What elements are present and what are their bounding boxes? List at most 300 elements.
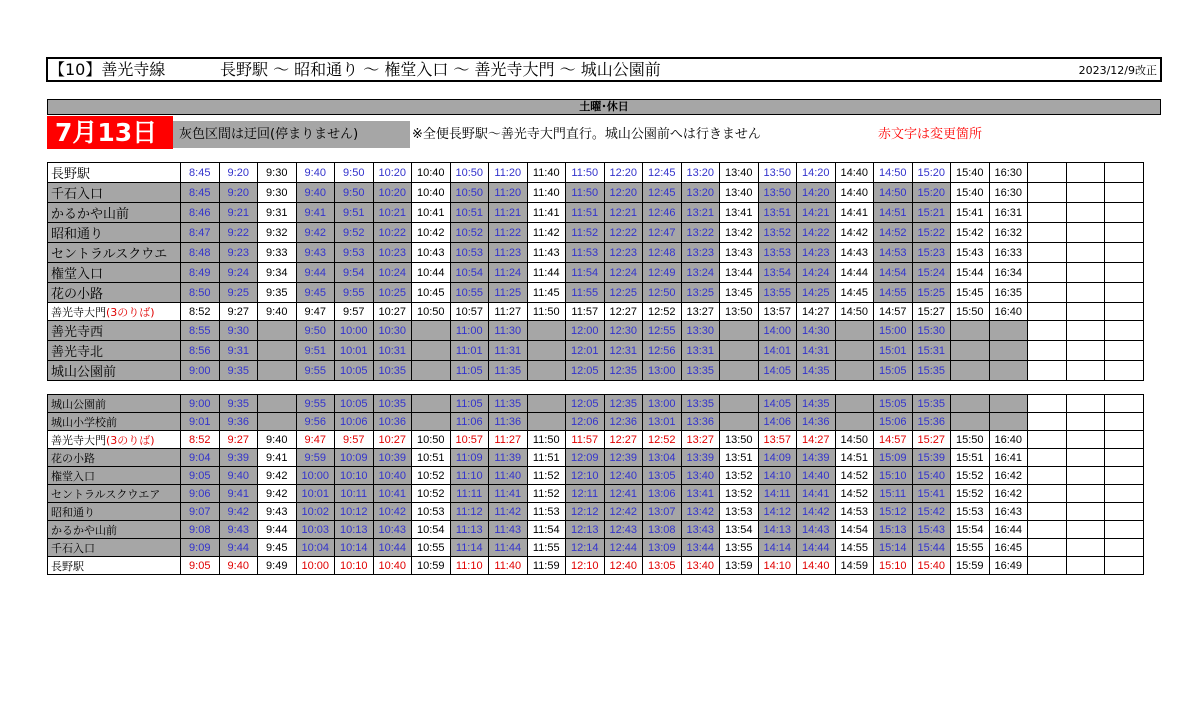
time-cell: 8:47: [181, 223, 220, 243]
time-cell: [1105, 539, 1144, 557]
time-cell: 12:35: [604, 395, 643, 413]
time-cell: [258, 413, 297, 431]
time-cell: 14:42: [797, 503, 836, 521]
stop-name: 善光寺西: [48, 321, 181, 341]
time-cell: 15:40: [912, 467, 951, 485]
time-cell: 10:00: [335, 321, 374, 341]
time-cell: 9:30: [219, 321, 258, 341]
time-cell: [835, 413, 874, 431]
stop-name: 花の小路: [48, 283, 181, 303]
time-cell: 15:31: [912, 341, 951, 361]
time-cell: 10:09: [335, 449, 374, 467]
time-cell: 10:23: [373, 243, 412, 263]
time-cell: [412, 413, 451, 431]
time-cell: 11:55: [527, 539, 566, 557]
time-cell: 15:36: [912, 413, 951, 431]
time-cell: [1066, 361, 1105, 381]
time-cell: 12:55: [643, 321, 682, 341]
time-cell: 14:53: [835, 503, 874, 521]
time-cell: [258, 341, 297, 361]
time-cell: 13:41: [681, 485, 720, 503]
time-cell: 16:45: [989, 539, 1028, 557]
time-cell: 9:50: [296, 321, 335, 341]
time-cell: 8:49: [181, 263, 220, 283]
time-cell: [1066, 163, 1105, 183]
time-cell: 9:41: [258, 449, 297, 467]
time-cell: [1028, 283, 1067, 303]
time-cell: 9:30: [258, 183, 297, 203]
platform-note: (3のりば): [106, 305, 155, 319]
time-cell: 10:40: [373, 557, 412, 575]
time-cell: 13:52: [758, 223, 797, 243]
time-cell: 9:33: [258, 243, 297, 263]
time-cell: [835, 341, 874, 361]
time-cell: 11:10: [450, 557, 489, 575]
time-cell: 9:47: [296, 303, 335, 321]
time-cell: 14:01: [758, 341, 797, 361]
time-cell: 13:51: [758, 203, 797, 223]
time-cell: 14:31: [797, 341, 836, 361]
time-cell: [989, 361, 1028, 381]
time-cell: 12:48: [643, 243, 682, 263]
time-cell: [1028, 521, 1067, 539]
time-cell: 10:10: [335, 467, 374, 485]
time-cell: 8:48: [181, 243, 220, 263]
time-cell: 10:20: [373, 163, 412, 183]
time-cell: 9:50: [335, 183, 374, 203]
time-cell: 9:57: [335, 431, 374, 449]
time-cell: 8:52: [181, 431, 220, 449]
time-cell: 15:14: [874, 539, 913, 557]
time-cell: 14:43: [835, 243, 874, 263]
time-cell: 15:05: [874, 395, 913, 413]
time-cell: 11:27: [489, 303, 528, 321]
time-cell: 10:57: [450, 303, 489, 321]
time-cell: 10:06: [335, 413, 374, 431]
time-cell: 11:23: [489, 243, 528, 263]
time-cell: 13:57: [758, 431, 797, 449]
time-cell: 9:55: [296, 395, 335, 413]
time-cell: 11:35: [489, 395, 528, 413]
platform-note: (3のりば): [106, 433, 155, 447]
time-cell: 9:50: [335, 163, 374, 183]
time-cell: 12:50: [643, 283, 682, 303]
time-cell: 11:51: [566, 203, 605, 223]
time-cell: 13:57: [758, 303, 797, 321]
time-cell: 9:55: [296, 361, 335, 381]
time-cell: 14:43: [797, 521, 836, 539]
time-cell: 14:52: [835, 485, 874, 503]
time-cell: 9:05: [181, 557, 220, 575]
time-cell: 11:40: [489, 467, 528, 485]
timetable-row: [48, 303, 1144, 321]
stop-name: 昭和通り: [48, 503, 181, 521]
timetable-row: [48, 521, 1144, 539]
time-cell: 15:40: [951, 163, 990, 183]
time-cell: 13:40: [681, 467, 720, 485]
time-cell: 9:42: [219, 503, 258, 521]
time-cell: 10:57: [450, 431, 489, 449]
time-cell: [1066, 243, 1105, 263]
time-cell: 9:23: [219, 243, 258, 263]
time-cell: 9:49: [258, 557, 297, 575]
time-cell: [1066, 183, 1105, 203]
time-cell: 15:30: [912, 321, 951, 341]
time-cell: 9:21: [219, 203, 258, 223]
time-cell: 15:43: [951, 243, 990, 263]
time-cell: 14:55: [835, 539, 874, 557]
time-cell: 11:40: [527, 163, 566, 183]
time-cell: 14:52: [835, 467, 874, 485]
time-cell: [1105, 413, 1144, 431]
time-cell: 12:46: [643, 203, 682, 223]
stop-name: 権堂入口: [48, 263, 181, 283]
time-cell: 15:44: [912, 539, 951, 557]
time-cell: 10:31: [373, 341, 412, 361]
time-cell: [1028, 467, 1067, 485]
time-cell: 13:25: [681, 283, 720, 303]
time-cell: 13:24: [681, 263, 720, 283]
direct-service-note: ※全便長野駅～善光寺大門直行。城山公園前へは行きません: [412, 127, 761, 142]
time-cell: 14:55: [874, 283, 913, 303]
stop-name: 善光寺大門(3のりば): [48, 431, 181, 449]
time-cell: 10:44: [373, 539, 412, 557]
time-cell: 14:23: [797, 243, 836, 263]
time-cell: [1028, 163, 1067, 183]
time-cell: 10:59: [412, 557, 451, 575]
time-cell: 10:27: [373, 303, 412, 321]
time-cell: 13:50: [758, 163, 797, 183]
time-cell: 13:35: [681, 361, 720, 381]
time-cell: 15:52: [951, 485, 990, 503]
time-cell: [527, 395, 566, 413]
time-cell: [1105, 361, 1144, 381]
time-cell: [989, 321, 1028, 341]
time-cell: [258, 361, 297, 381]
time-cell: 10:10: [335, 557, 374, 575]
timetable-row: [48, 321, 1144, 341]
time-cell: [1105, 431, 1144, 449]
stop-name: 善光寺大門(3のりば): [48, 303, 181, 321]
time-cell: [1066, 413, 1105, 431]
time-cell: 11:55: [566, 283, 605, 303]
time-cell: 11:11: [450, 485, 489, 503]
time-cell: 11:13: [450, 521, 489, 539]
time-cell: 15:13: [874, 521, 913, 539]
time-cell: [527, 321, 566, 341]
time-cell: 14:00: [758, 321, 797, 341]
time-cell: 12:40: [604, 467, 643, 485]
time-cell: 11:40: [489, 557, 528, 575]
time-cell: 10:11: [335, 485, 374, 503]
time-cell: 12:45: [643, 163, 682, 183]
time-cell: 14:40: [835, 163, 874, 183]
time-cell: 16:49: [989, 557, 1028, 575]
time-cell: 13:50: [758, 183, 797, 203]
time-cell: 15:22: [912, 223, 951, 243]
time-cell: 15:51: [951, 449, 990, 467]
time-cell: 10:03: [296, 521, 335, 539]
time-cell: 11:42: [527, 223, 566, 243]
time-cell: 11:39: [489, 449, 528, 467]
time-cell: 10:00: [296, 467, 335, 485]
time-cell: 11:35: [489, 361, 528, 381]
time-cell: 16:32: [989, 223, 1028, 243]
timetable-row: [48, 163, 1144, 183]
time-cell: 12:43: [604, 521, 643, 539]
stop-name: 昭和通り: [48, 223, 181, 243]
time-cell: 12:01: [566, 341, 605, 361]
time-cell: [1028, 503, 1067, 521]
time-cell: 12:56: [643, 341, 682, 361]
time-cell: 11:24: [489, 263, 528, 283]
time-cell: 14:42: [835, 223, 874, 243]
time-cell: 9:07: [181, 503, 220, 521]
time-cell: 9:40: [258, 303, 297, 321]
time-cell: [1105, 303, 1144, 321]
timetable-row: [48, 539, 1144, 557]
time-cell: 12:31: [604, 341, 643, 361]
time-cell: [720, 321, 759, 341]
time-cell: 12:40: [604, 557, 643, 575]
time-cell: 13:07: [643, 503, 682, 521]
time-cell: [989, 413, 1028, 431]
time-cell: [527, 361, 566, 381]
time-cell: [1066, 203, 1105, 223]
time-cell: 16:33: [989, 243, 1028, 263]
time-cell: 13:55: [720, 539, 759, 557]
time-cell: 9:32: [258, 223, 297, 243]
time-cell: 11:22: [489, 223, 528, 243]
time-cell: 11:44: [489, 539, 528, 557]
time-cell: 13:05: [643, 467, 682, 485]
time-cell: 15:24: [912, 263, 951, 283]
time-cell: 13:08: [643, 521, 682, 539]
time-cell: 9:08: [181, 521, 220, 539]
time-cell: 9:40: [219, 557, 258, 575]
time-cell: [1105, 395, 1144, 413]
time-cell: 12:10: [566, 467, 605, 485]
time-cell: 14:22: [797, 223, 836, 243]
time-cell: 16:35: [989, 283, 1028, 303]
time-cell: [1028, 539, 1067, 557]
time-cell: 15:06: [874, 413, 913, 431]
time-cell: 8:45: [181, 183, 220, 203]
time-cell: [1105, 183, 1144, 203]
time-cell: 15:20: [912, 163, 951, 183]
time-cell: 10:30: [373, 321, 412, 341]
timetable-row: [48, 341, 1144, 361]
time-cell: 11:20: [489, 183, 528, 203]
time-cell: 15:53: [951, 503, 990, 521]
time-cell: 9:40: [296, 163, 335, 183]
time-cell: 16:44: [989, 521, 1028, 539]
time-cell: 15:10: [874, 467, 913, 485]
time-cell: 10:51: [450, 203, 489, 223]
time-cell: 11:45: [527, 283, 566, 303]
time-cell: 9:24: [219, 263, 258, 283]
timetable-row: [48, 183, 1144, 203]
time-cell: 10:53: [412, 503, 451, 521]
time-cell: 15:12: [874, 503, 913, 521]
time-cell: [951, 395, 990, 413]
time-cell: 9:35: [219, 361, 258, 381]
time-cell: 9:36: [219, 413, 258, 431]
time-cell: 11:50: [527, 431, 566, 449]
timetable-row: [48, 431, 1144, 449]
stop-name: 千石入口: [48, 183, 181, 203]
time-cell: 8:52: [181, 303, 220, 321]
time-cell: [1066, 223, 1105, 243]
time-cell: [412, 395, 451, 413]
time-cell: 12:44: [604, 539, 643, 557]
time-cell: 16:41: [989, 449, 1028, 467]
time-cell: 12:36: [604, 413, 643, 431]
time-cell: 11:52: [527, 485, 566, 503]
time-cell: 15:54: [951, 521, 990, 539]
time-cell: 10:05: [335, 361, 374, 381]
time-cell: 10:55: [412, 539, 451, 557]
time-cell: [1066, 341, 1105, 361]
time-cell: 14:41: [835, 203, 874, 223]
time-cell: 14:06: [758, 413, 797, 431]
time-cell: 15:41: [951, 203, 990, 223]
timetable-row: [48, 485, 1144, 503]
time-cell: 10:13: [335, 521, 374, 539]
time-cell: 14:40: [797, 467, 836, 485]
time-cell: 11:09: [450, 449, 489, 467]
time-cell: [720, 413, 759, 431]
time-cell: [1028, 243, 1067, 263]
time-cell: [1028, 449, 1067, 467]
time-cell: 9:40: [219, 467, 258, 485]
time-cell: 14:10: [758, 467, 797, 485]
day-type-banner: 土曜･休日: [47, 99, 1161, 115]
time-cell: [1105, 341, 1144, 361]
time-cell: 10:52: [412, 467, 451, 485]
time-cell: 16:30: [989, 163, 1028, 183]
time-cell: 9:27: [219, 431, 258, 449]
time-cell: [1105, 223, 1144, 243]
time-cell: 13:09: [643, 539, 682, 557]
time-cell: 13:40: [720, 163, 759, 183]
time-cell: 11:50: [566, 183, 605, 203]
time-cell: 11:05: [450, 395, 489, 413]
time-cell: 15:55: [951, 539, 990, 557]
time-cell: 11:14: [450, 539, 489, 557]
stop-name: セントラルスクウエア: [48, 485, 181, 503]
time-cell: 12:05: [566, 395, 605, 413]
time-cell: 10:54: [450, 263, 489, 283]
time-cell: 11:06: [450, 413, 489, 431]
time-cell: [1066, 321, 1105, 341]
time-cell: [412, 341, 451, 361]
timetable-row: [48, 413, 1144, 431]
time-cell: 14:50: [835, 303, 874, 321]
time-cell: 14:59: [835, 557, 874, 575]
time-cell: 13:00: [643, 395, 682, 413]
time-cell: 9:52: [335, 223, 374, 243]
time-cell: 12:00: [566, 321, 605, 341]
time-cell: 13:43: [681, 521, 720, 539]
time-cell: [1105, 203, 1144, 223]
time-cell: 11:27: [489, 431, 528, 449]
time-cell: 9:30: [258, 163, 297, 183]
time-cell: 16:40: [989, 431, 1028, 449]
time-cell: 9:22: [219, 223, 258, 243]
time-cell: 8:56: [181, 341, 220, 361]
time-cell: 10:41: [412, 203, 451, 223]
time-cell: [1105, 263, 1144, 283]
time-cell: 10:36: [373, 413, 412, 431]
time-cell: 14:52: [874, 223, 913, 243]
timetable-row: [48, 203, 1144, 223]
time-cell: 12:45: [643, 183, 682, 203]
time-cell: 11:41: [489, 485, 528, 503]
time-cell: [1066, 557, 1105, 575]
route-header: [46, 57, 1162, 82]
time-cell: 12:12: [566, 503, 605, 521]
time-cell: 14:35: [797, 361, 836, 381]
time-cell: 11:50: [566, 163, 605, 183]
time-cell: 13:20: [681, 163, 720, 183]
time-cell: 15:44: [951, 263, 990, 283]
time-cell: 10:35: [373, 395, 412, 413]
time-cell: [1066, 467, 1105, 485]
timetable-row: [48, 263, 1144, 283]
time-cell: 14:05: [758, 395, 797, 413]
time-cell: 12:30: [604, 321, 643, 341]
time-cell: 12:42: [604, 503, 643, 521]
time-cell: 12:20: [604, 163, 643, 183]
time-cell: 14:14: [758, 539, 797, 557]
time-cell: 9:43: [296, 243, 335, 263]
time-cell: 9:59: [296, 449, 335, 467]
time-cell: 14:41: [797, 485, 836, 503]
time-cell: 9:44: [258, 521, 297, 539]
time-cell: 12:21: [604, 203, 643, 223]
time-cell: 12:27: [604, 303, 643, 321]
time-cell: 13:43: [720, 243, 759, 263]
time-cell: 15:20: [912, 183, 951, 203]
time-cell: 12:10: [566, 557, 605, 575]
time-cell: 14:20: [797, 163, 836, 183]
time-cell: 15:00: [874, 321, 913, 341]
time-cell: [1066, 449, 1105, 467]
time-cell: 8:55: [181, 321, 220, 341]
time-cell: [1028, 557, 1067, 575]
time-cell: [1105, 163, 1144, 183]
time-cell: 9:51: [335, 203, 374, 223]
time-cell: 9:20: [219, 163, 258, 183]
time-cell: 10:51: [412, 449, 451, 467]
time-cell: 11:31: [489, 341, 528, 361]
time-cell: 10:50: [450, 163, 489, 183]
time-cell: 14:05: [758, 361, 797, 381]
time-cell: 9:34: [258, 263, 297, 283]
time-cell: [989, 395, 1028, 413]
time-cell: 16:42: [989, 485, 1028, 503]
time-cell: 14:40: [835, 183, 874, 203]
time-cell: [720, 341, 759, 361]
time-cell: 10:01: [335, 341, 374, 361]
time-cell: 14:27: [797, 431, 836, 449]
time-cell: [951, 341, 990, 361]
date-banner: 7月13日: [47, 116, 173, 149]
time-cell: 12:49: [643, 263, 682, 283]
time-cell: 10:01: [296, 485, 335, 503]
time-cell: 13:20: [681, 183, 720, 203]
